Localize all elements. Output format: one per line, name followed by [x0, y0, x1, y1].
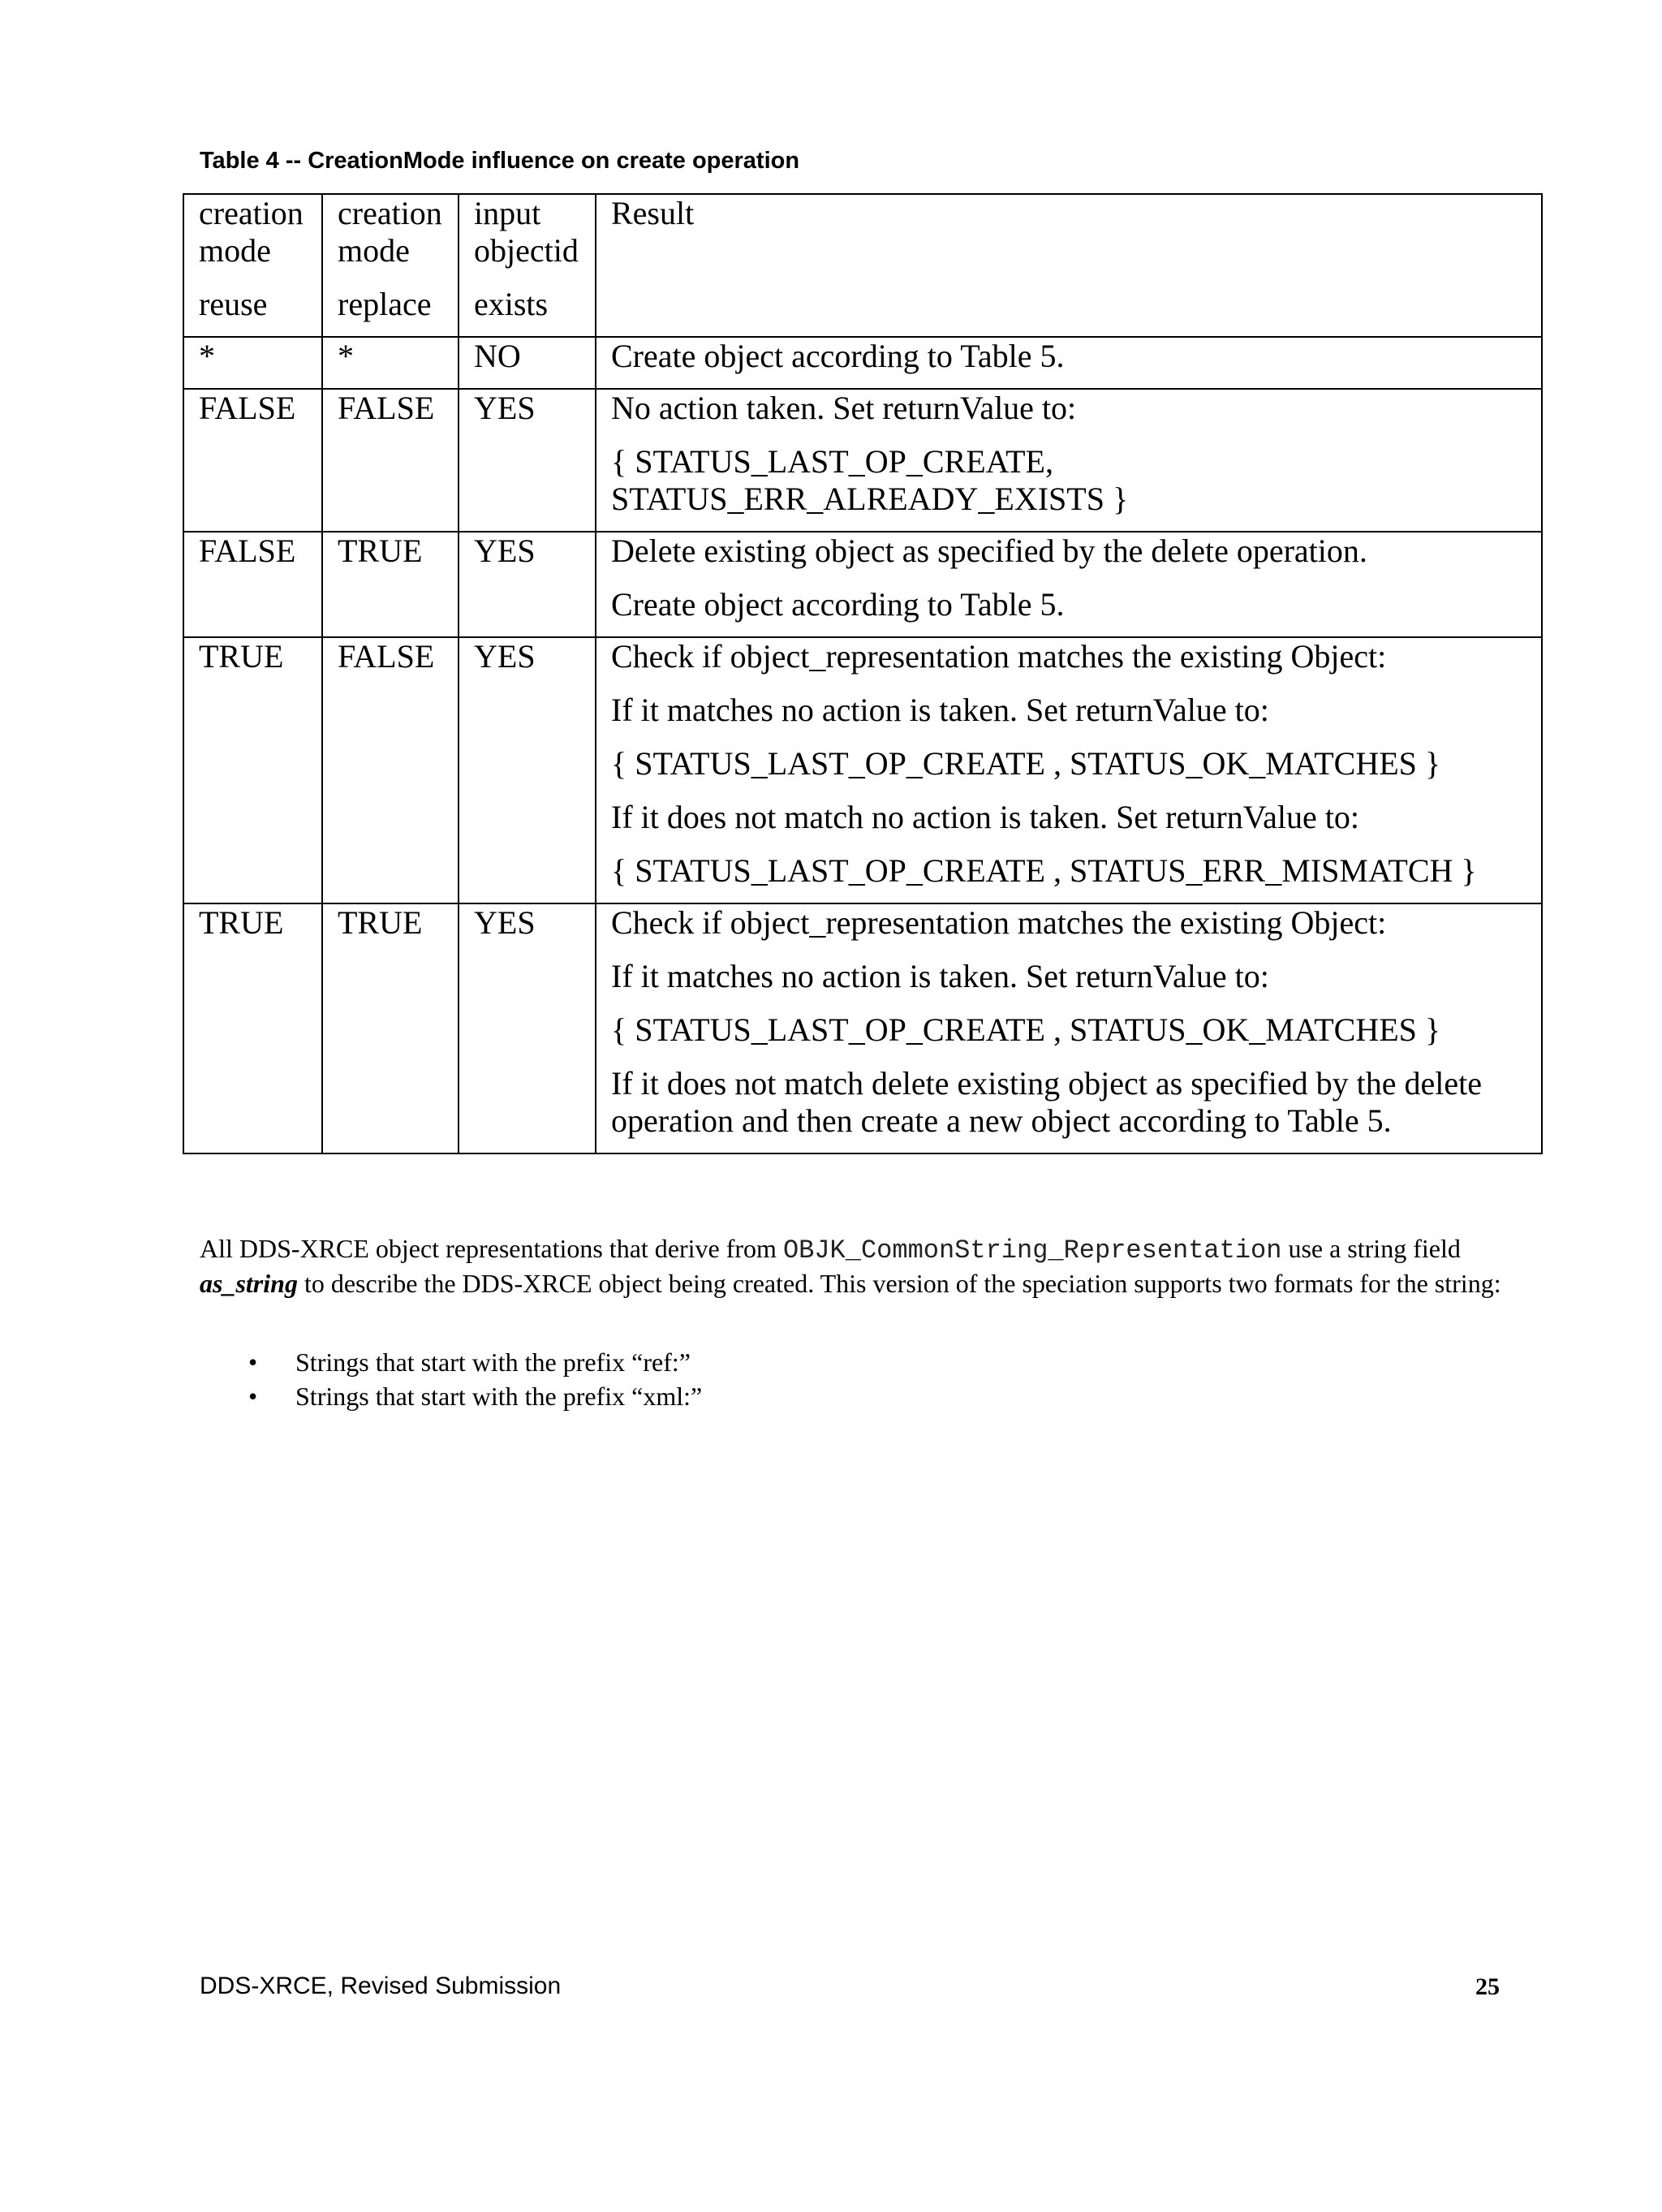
table-caption: Table 4 -- CreationMode influence on create operation — [200, 148, 800, 174]
cell-exists: NO — [459, 337, 596, 389]
header-cell-subline: exists — [474, 286, 549, 322]
body-paragraph — [200, 1232, 1547, 1300]
table-row — [183, 637, 1542, 903]
paragraph-text: use a string field — [1281, 1234, 1461, 1263]
result-paragraph: If it does not match delete existing object as specified by the delete operation and then create a new object according to Table 5. — [611, 1065, 1482, 1139]
result-paragraph: { STATUS_LAST_OP_CREATE, STATUS_ERR_ALREADY_EXISTS } — [611, 443, 1129, 517]
header-creation-mode-reuse — [183, 194, 322, 337]
table-row — [183, 532, 1542, 637]
table-row — [183, 337, 1542, 389]
header-result: Result — [596, 194, 1542, 337]
table-row — [183, 903, 1542, 1153]
list-item-text: Strings that start with the prefix “ref:” — [295, 1347, 691, 1377]
header-cell-subline: reuse — [199, 286, 268, 322]
cell-reuse: FALSE — [183, 389, 322, 532]
cell-replace: TRUE — [322, 532, 459, 637]
result-paragraph: Check if object_representation matches the existing Object: — [611, 638, 1387, 675]
cell-result — [596, 389, 1542, 532]
list-item — [248, 1379, 702, 1413]
page-number: 25 — [1475, 1973, 1500, 2000]
list-item — [248, 1345, 702, 1379]
table-header-row — [183, 194, 1542, 337]
cell-result — [596, 532, 1542, 637]
result-paragraph: If it matches no action is taken. Set returnValue to: — [611, 692, 1269, 728]
result-paragraph: If it does not match no action is taken. Set returnValue to: — [611, 799, 1359, 835]
cell-replace: FALSE — [322, 637, 459, 903]
cell-exists: YES — [459, 532, 596, 637]
result-paragraph: Create object according to Table 5. — [611, 338, 1065, 374]
header-cell-line: creation mode — [338, 195, 442, 269]
bullet-icon: • — [248, 1382, 258, 1411]
cell-exists: YES — [459, 637, 596, 903]
cell-exists: YES — [459, 903, 596, 1153]
header-input-objectid-exists — [459, 194, 596, 337]
cell-replace: * — [322, 337, 459, 389]
cell-result — [596, 337, 1542, 389]
result-paragraph: { STATUS_LAST_OP_CREATE , STATUS_ERR_MISMATCH } — [611, 852, 1477, 889]
field-name: as_string — [200, 1269, 298, 1298]
cell-reuse: TRUE — [183, 903, 322, 1153]
creation-mode-table — [183, 193, 1543, 1154]
result-paragraph: No action taken. Set returnValue to: — [611, 390, 1077, 426]
paragraph-text: to describe the DDS-XRCE object being created. This version of the speciation supports two formats for the string: — [297, 1269, 1501, 1298]
paragraph-text: All DDS-XRCE object representations that derive from — [200, 1234, 783, 1263]
result-paragraph: Delete existing object as specified by the delete operation. — [611, 533, 1367, 569]
header-cell-line: input objectid — [474, 195, 579, 269]
cell-reuse: * — [183, 337, 322, 389]
list-item-text: Strings that start with the prefix “xml:” — [295, 1382, 703, 1411]
cell-reuse: FALSE — [183, 532, 322, 637]
cell-result — [596, 637, 1542, 903]
header-creation-mode-replace — [322, 194, 459, 337]
bullet-icon: • — [248, 1347, 258, 1377]
header-cell-subline: replace — [338, 286, 432, 322]
result-paragraph: { STATUS_LAST_OP_CREATE , STATUS_OK_MATCHES } — [611, 745, 1441, 782]
header-cell-line: creation mode — [199, 195, 304, 269]
cell-result — [596, 903, 1542, 1153]
cell-exists: YES — [459, 389, 596, 532]
table-row — [183, 389, 1542, 532]
cell-replace: TRUE — [322, 903, 459, 1153]
result-paragraph: If it matches no action is taken. Set returnValue to: — [611, 958, 1269, 994]
result-paragraph: Create object according to Table 5. — [611, 586, 1065, 623]
result-paragraph: { STATUS_LAST_OP_CREATE , STATUS_OK_MATCHES } — [611, 1011, 1441, 1048]
cell-reuse: TRUE — [183, 637, 322, 903]
footer-document-title: DDS-XRCE, Revised Submission — [200, 1973, 562, 1999]
code-class-name: OBJK_CommonString_Representation — [782, 1235, 1282, 1266]
result-paragraph: Check if object_representation matches the existing Object: — [611, 904, 1387, 941]
cell-replace: FALSE — [322, 389, 459, 532]
bullet-list — [248, 1345, 702, 1413]
